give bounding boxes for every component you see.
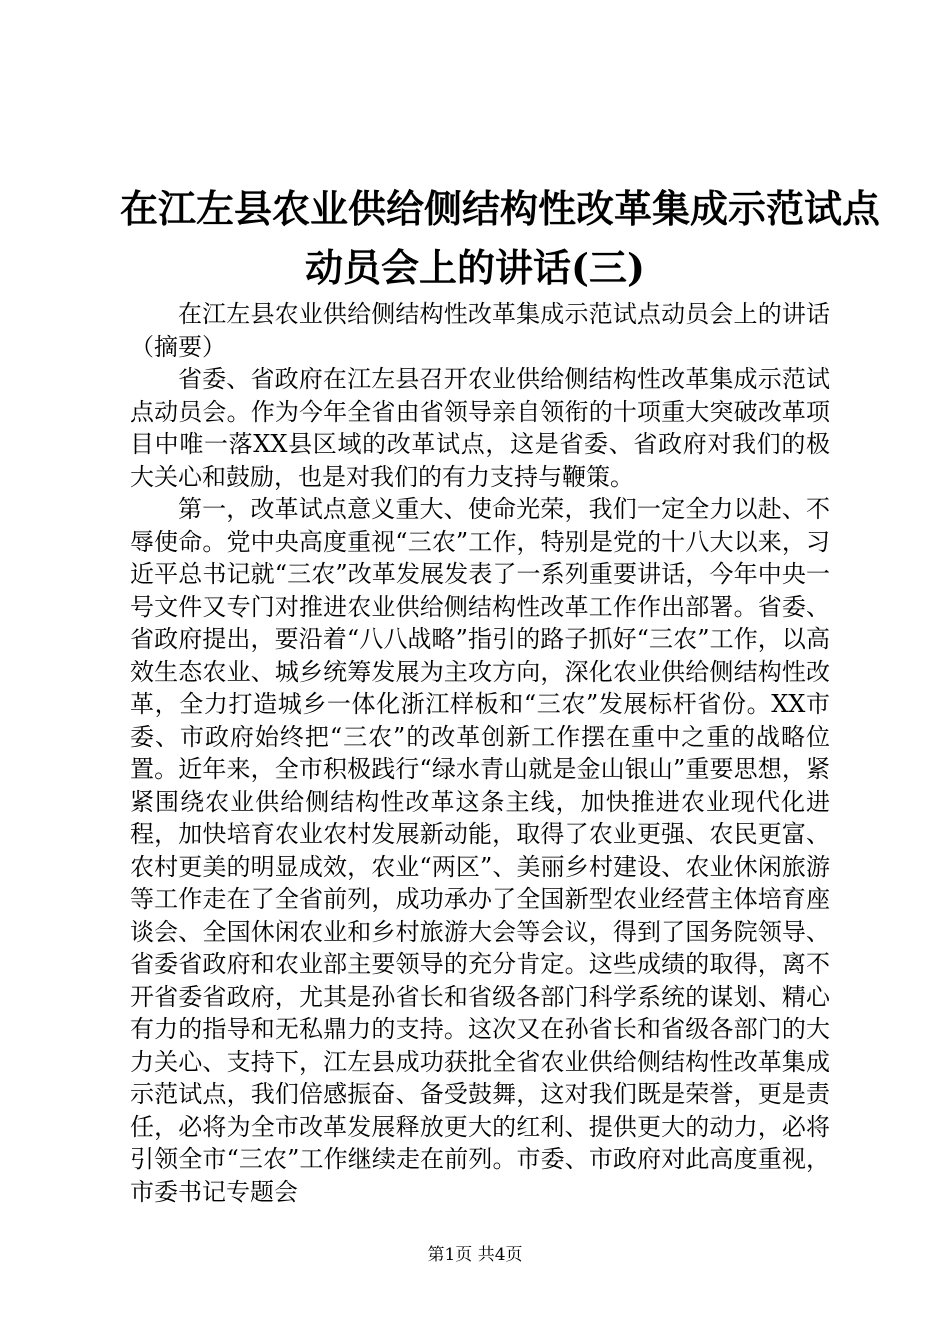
page-footer: 第1页 共4页 <box>427 1245 523 1265</box>
paragraph-intro: 省委、省政府在江左县召开农业供给侧结构性改革集成示范试点动员会。作为今年全省由省领导亲自领衔的十项重大突破改革项目中唯一落XX县区域的改革试点，这是省委、省政府对我们的极大关心和鼓励，也是对我们的有力支持与鞭策。 <box>130 365 830 491</box>
document-title-line-2: 动员会上的讲话(三) <box>305 245 645 290</box>
document-title-line-1: 在江左县农业供给侧结构性改革集成示范试点 <box>120 186 881 231</box>
document-body <box>130 298 830 1208</box>
paragraph-first-point: 第一，改革试点意义重大、使命光荣，我们一定全力以赴、不辱使命。党中央高度重视“三农”工作，特别是党的十八大以来，习近平总书记就“三农”改革发展发表了一系列重要讲话，今年中央一号文件又专门对推进农业供给侧结构性改革工作作出部署。省委、省政府提出，要沿着“八八战略”指引的路子抓好“三农”工作，以高效生态农业、城乡统筹发展为主攻方向，深化农业供给侧结构性改革，全力打造城乡一体化浙江样板和“三农”发展标杆省份。XX市委、市政府始终把“三农”的改革创新工作摆在重中之重的战略位置。近年来，全市积极践行“绿水青山就是金山银山”重要思想，紧紧围绕农业供给侧结构性改革这条主线，加快推进农业现代化进程，加快培育农业农村发展新动能，取得了农业更强、农民更富、农村更美的明显成效，农业“两区”、美丽乡村建设、农业休闲旅游等工作走在了全省前列，成功承办了全国新型农业经营主体培育座谈会、全国休闲农业和乡村旅游大会等会议，得到了国务院领导、省委省政府和农业部主要领导的充分肯定。这些成绩的取得，离不开省委省政府，尤其是孙省长和省级各部门科学系统的谋划、精心有力的指导和无私鼎力的支持。这次又在孙省长和省级各部门的大力关心、支持下，江左县成功获批全省农业供给侧结构性改革集成示范试点，我们倍感振奋、备受鼓舞，这对我们既是荣誉，更是责任，必将为全市改革发展释放更大的红利、提供更大的动力，必将引领全市“三农”工作继续走在前列。市委、市政府对此高度重视，市委书记专题会 <box>130 495 830 1206</box>
paragraph-subtitle: 在江左县农业供给侧结构性改革集成示范试点动员会上的讲话（摘要） <box>130 300 830 361</box>
